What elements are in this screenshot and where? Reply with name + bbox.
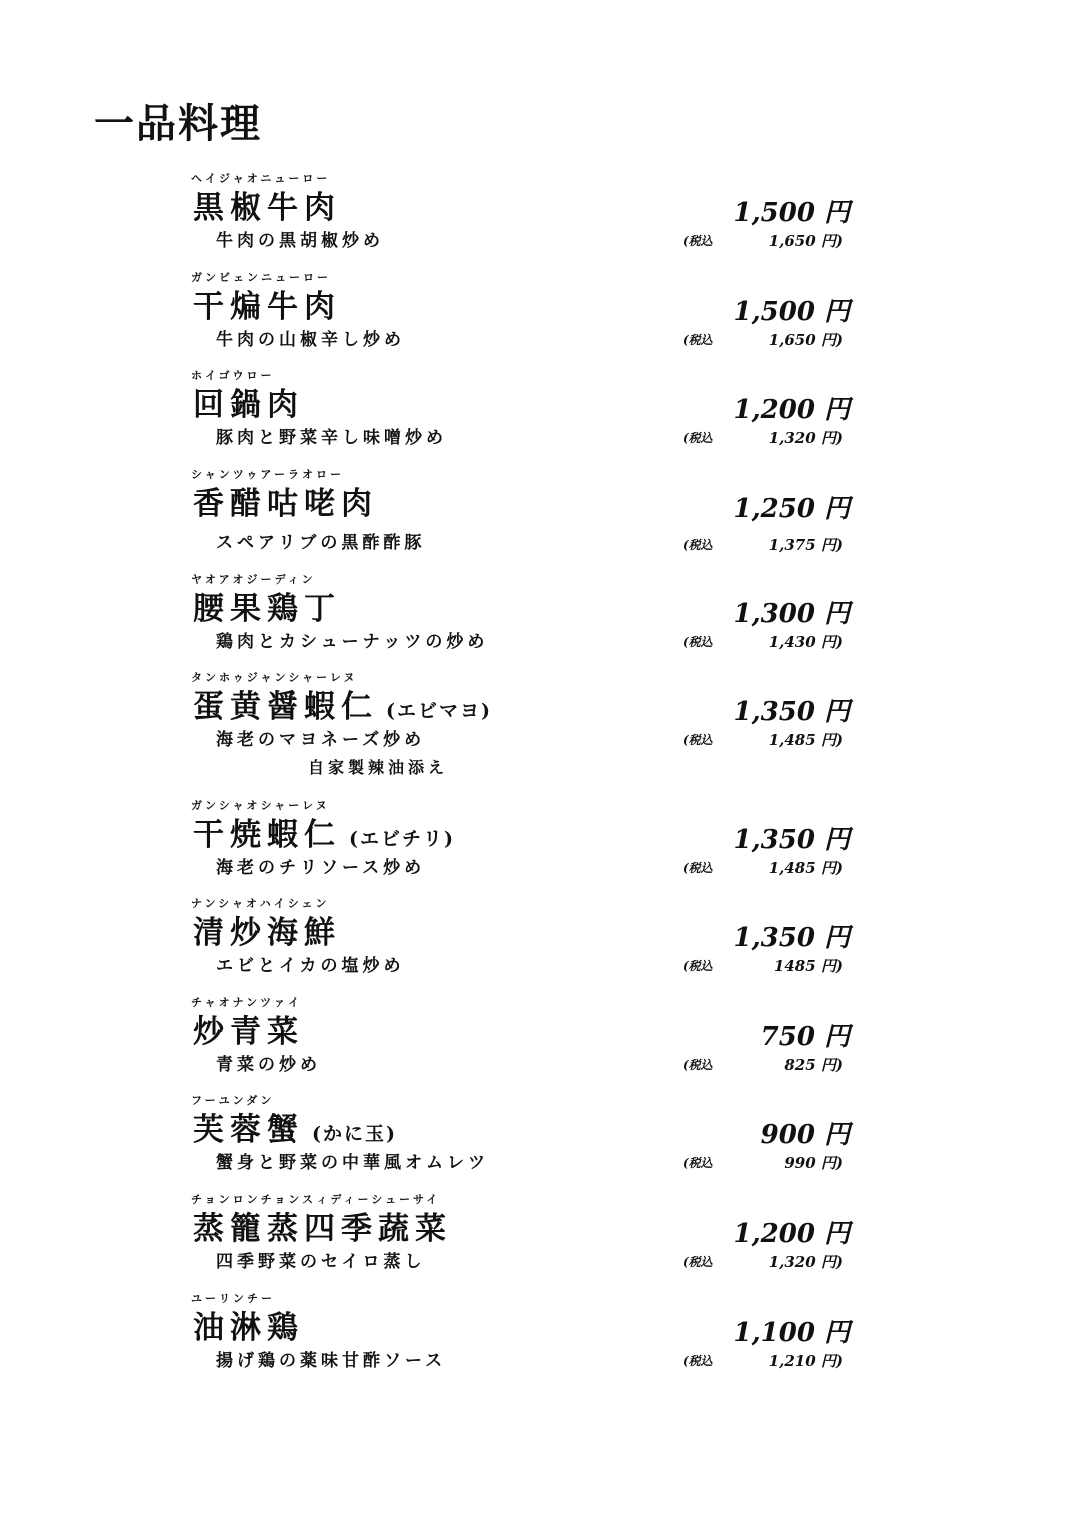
tax-label: (税込	[683, 333, 713, 347]
menu-item	[0, 170, 1074, 270]
item-name	[193, 182, 349, 227]
tax-label: (税込	[683, 538, 713, 552]
item-tax-price: 1,485 円)	[768, 731, 843, 749]
item-name-text: 腰果鶏丁	[193, 591, 341, 627]
menu-item	[0, 994, 1074, 1094]
item-price: 1,350 円	[733, 923, 850, 953]
item-description: 海老のチリソース炒め	[216, 858, 426, 878]
item-tax-price: 1,485 円)	[768, 859, 843, 877]
item-ruby: ユーリンチー	[191, 1292, 275, 1305]
item-tax-price: 990 円)	[784, 1154, 843, 1172]
item-note: (エビチリ)	[349, 828, 455, 850]
menu-item	[0, 1191, 1074, 1291]
item-name-text: 黒椒牛肉	[193, 190, 341, 226]
tax-label: (税込	[683, 635, 713, 649]
item-ruby: ヘイジャオニューロー	[191, 172, 331, 185]
tax-label: (税込	[683, 1156, 713, 1170]
item-name-text: 清炒海鮮	[193, 915, 341, 951]
menu-item	[0, 895, 1074, 995]
item-tax-price: 825 円)	[784, 1056, 843, 1074]
item-description: 牛肉の黒胡椒炒め	[216, 231, 384, 251]
item-ruby: シャンツゥアーラオロー	[191, 468, 345, 481]
item-name	[193, 1006, 312, 1051]
tax-label: (税込	[683, 861, 713, 875]
item-price: 1,500 円	[733, 297, 850, 327]
item-name-text: 蛋黄醤蝦仁	[193, 689, 378, 725]
item-description: 鶏肉とカシューナッツの炒め	[216, 632, 489, 652]
item-description: 海老のマヨネーズ炒め	[216, 730, 426, 750]
item-ruby: ヤオアオジーディン	[191, 573, 316, 586]
item-extra: 自家製辣油添え	[308, 758, 449, 777]
item-tax-price: 1,320 円)	[768, 429, 843, 447]
item-name	[193, 281, 349, 326]
item-price: 1,100 円	[733, 1318, 850, 1348]
item-name	[193, 1104, 397, 1149]
item-tax-price: 1,210 円)	[768, 1352, 843, 1370]
tax-label: (税込	[683, 733, 713, 747]
item-price: 1,350 円	[733, 697, 850, 727]
item-description: 豚肉と野菜辛し味噌炒め	[216, 428, 447, 448]
item-price: 1,200 円	[733, 395, 850, 425]
item-tax-price: 1,375 円)	[768, 536, 843, 554]
item-ruby: フーユンダン	[191, 1094, 275, 1107]
item-name-text: 干焼蝦仁	[193, 817, 341, 853]
item-description: スペアリブの黒酢酢豚	[216, 533, 426, 553]
item-name	[193, 379, 312, 424]
menu-item	[0, 1290, 1074, 1390]
item-ruby: チョンロンチョンスィディーシューサイ	[191, 1193, 441, 1206]
menu-item	[0, 466, 1074, 566]
item-description: エビとイカの塩炒め	[216, 956, 405, 976]
menu-item	[0, 367, 1074, 467]
item-ruby: ホイゴウロー	[191, 369, 275, 382]
tax-label: (税込	[683, 234, 713, 248]
tax-label: (税込	[683, 1354, 713, 1368]
item-name	[193, 583, 349, 628]
item-name	[193, 809, 455, 854]
item-name	[193, 907, 349, 952]
item-price: 1,250 円	[733, 494, 850, 524]
item-description: 青菜の炒め	[216, 1055, 321, 1075]
item-description: 揚げ鶏の薬味甘酢ソース	[216, 1351, 447, 1371]
item-name-text: 香醋咕咾肉	[193, 486, 378, 522]
item-tax-price: 1485 円)	[773, 957, 843, 975]
item-name-text: 干煸牛肉	[193, 289, 341, 325]
item-ruby: ガンビェンニューロー	[191, 271, 331, 284]
item-note: (エビマヨ)	[386, 700, 492, 722]
page-title: 一品料理	[94, 101, 262, 147]
item-name-text: 回鍋肉	[193, 387, 304, 423]
item-description: 蟹身と野菜の中華風オムレツ	[216, 1153, 489, 1173]
item-price: 900 円	[760, 1120, 850, 1150]
item-name	[193, 681, 492, 726]
item-description: 四季野菜のセイロ蒸し	[216, 1252, 426, 1272]
menu-item	[0, 797, 1074, 897]
tax-label: (税込	[683, 1255, 713, 1269]
item-ruby: ガンシャオシャーレヌ	[191, 799, 330, 812]
item-price: 1,500 円	[733, 198, 850, 228]
item-name	[193, 478, 386, 523]
item-tax-price: 1,650 円)	[768, 232, 843, 250]
menu-item	[0, 1092, 1074, 1192]
item-tax-price: 1,430 円)	[768, 633, 843, 651]
item-note: (かに玉)	[312, 1123, 397, 1145]
item-name-text: 芙蓉蟹	[193, 1112, 304, 1148]
tax-label: (税込	[683, 1058, 713, 1072]
item-price: 1,200 円	[733, 1219, 850, 1249]
item-description: 牛肉の山椒辛し炒め	[216, 330, 405, 350]
item-name-text: 炒青菜	[193, 1014, 304, 1050]
item-ruby: ナンシャオハイシェン	[191, 897, 330, 910]
item-ruby: チャオナンツァイ	[191, 996, 303, 1009]
item-name-text: 蒸籠蒸四季蔬菜	[193, 1211, 452, 1247]
tax-label: (税込	[683, 959, 713, 973]
menu-item	[0, 269, 1074, 369]
item-tax-price: 1,320 円)	[768, 1253, 843, 1271]
menu-item	[0, 571, 1074, 671]
item-tax-price: 1,650 円)	[768, 331, 843, 349]
item-name	[193, 1302, 312, 1347]
item-price: 750 円	[760, 1022, 850, 1052]
item-ruby: タンホゥジャンシャーレヌ	[191, 671, 358, 684]
menu-item	[0, 669, 1074, 777]
tax-label: (税込	[683, 431, 713, 445]
item-price: 1,300 円	[733, 599, 850, 629]
item-name	[193, 1203, 460, 1248]
item-price: 1,350 円	[733, 825, 850, 855]
item-name-text: 油淋鶏	[193, 1310, 304, 1346]
